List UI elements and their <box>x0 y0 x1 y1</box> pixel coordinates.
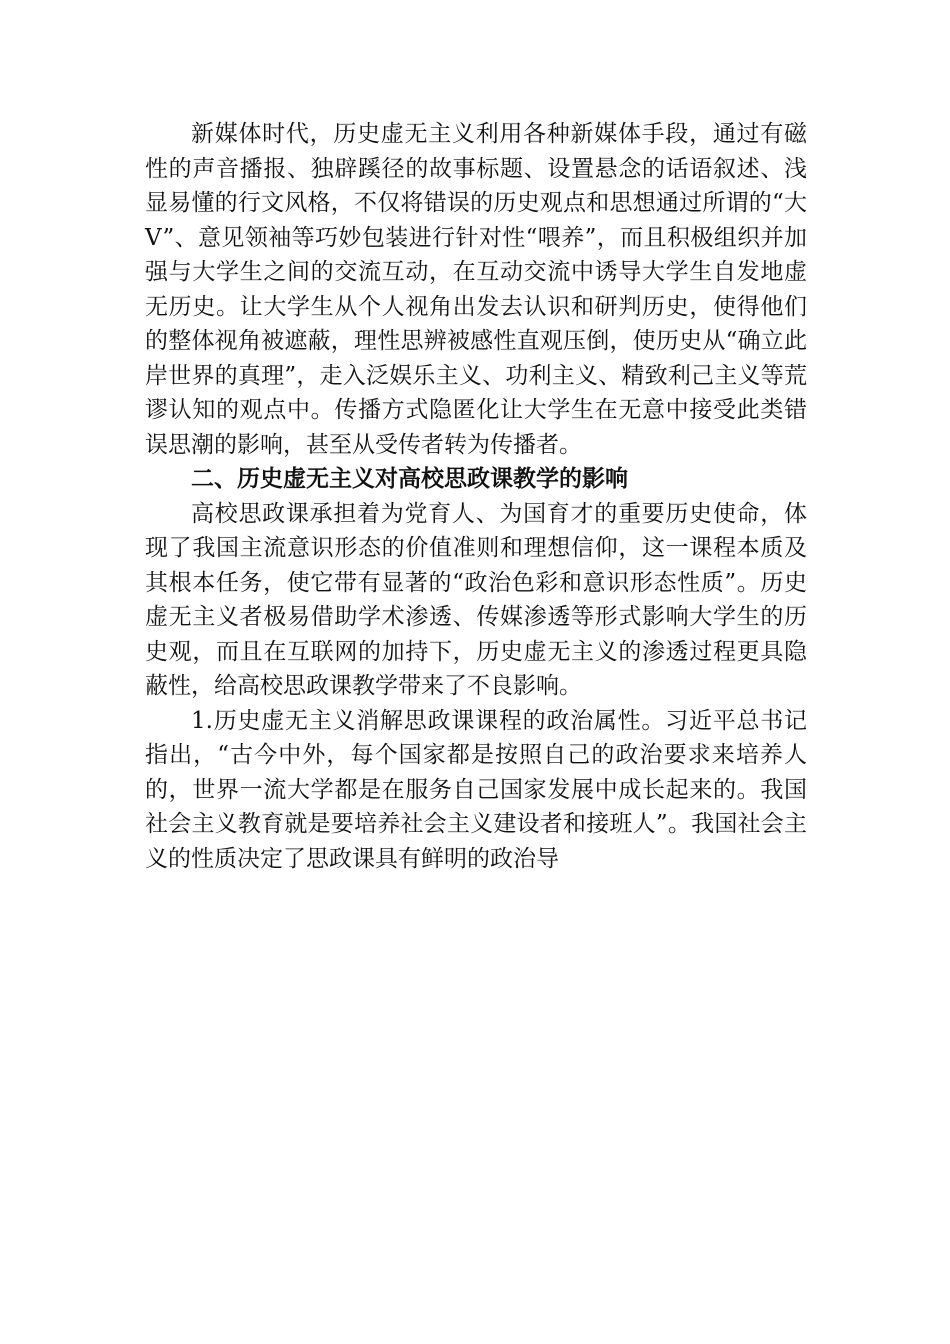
body-paragraph: 高校思政课承担着为党育人、为国育才的重要历史使命，体现了我国主流意识形态的价值准则和理想信仰，这一课程本质及其根本任务，使它带有显著的“政治色彩和意识形态性质”。历史虚无主义者极易借助学术渗透、传媒渗透等形式影响大学生的历史观，而且在互联网的加持下，历史虚无主义的渗透过程更具隐蔽性，给高校思政课教学带来了不良影响。 <box>145 500 807 699</box>
document-body <box>145 117 807 876</box>
body-paragraph: 1.历史虚无主义消解思政课课程的政治属性。习近平总书记指出，“古今中外，每个国家都是按照自己的政治要求来培养人的，世界一流大学都是在服务自己国家发展中成长起来的。我国社会主义教育就是要培养社会主义建设者和接班人”。我国社会主义的性质决定了思政课具有鲜明的政治导 <box>145 707 807 872</box>
section-heading: 二、历史虚无主义对高校思政课教学的影响 <box>191 466 628 492</box>
body-paragraph: 新媒体时代，历史虚无主义利用各种新媒体手段，通过有磁性的声音播报、独辟蹊径的故事标题、设置悬念的话语叙述、浅显易懂的行文风格，不仅将错误的历史观点和思想通过所谓的“大V”、意见领袖等巧妙包装进行针对性“喂养”，而且积极组织并加强与大学生之间的交流互动，在互动交流中诱导大学生自发地虚无历史。让大学生从个人视角出发去认识和研判历史，使得他们的整体视角被遮蔽，理性思辨被感性直观压倒，使历史从“确立此岸世界的真理”，走入泛娱乐主义、功利主义、精致利己主义等荒谬认知的观点中。传播方式隐匿化让大学生在无意中接受此类错误思潮的影响，甚至从受传者转为传播者。 <box>145 121 807 458</box>
